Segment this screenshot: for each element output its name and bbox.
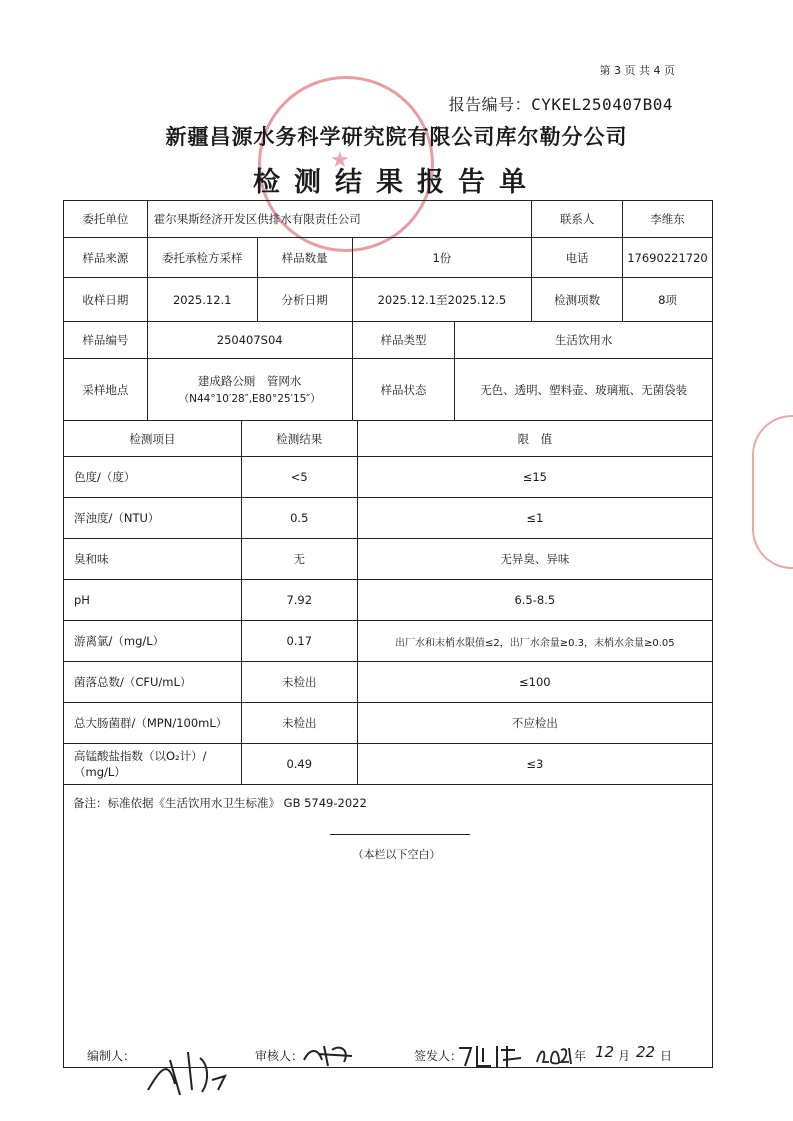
sample-no-value: 250407S04 xyxy=(147,322,352,359)
organization-name: 新疆昌源水务科学研究院有限公司库尔勒分公司 xyxy=(165,125,628,149)
item-limit: 6.5-8.5 xyxy=(357,580,712,621)
year-label: 年 xyxy=(574,1049,587,1063)
site-line-1: 建成路公厕 管网水 xyxy=(197,374,302,388)
item-result: 未检出 xyxy=(241,703,357,744)
sample-state-label: 样品状态 xyxy=(352,359,455,421)
analysis-date-value: 2025.12.1至2025.12.5 xyxy=(352,278,532,322)
month-value: 12 xyxy=(595,1043,615,1061)
item-name: 色度/（度） xyxy=(64,457,242,498)
phone-label: 电话 xyxy=(532,238,623,278)
prepared-by-label: 编制人： xyxy=(87,1049,136,1063)
table-row xyxy=(64,457,713,498)
item-name: 臭和味 xyxy=(64,539,242,580)
sample-info-table xyxy=(63,200,713,421)
site-line-2: （N44°10′28″,E80°25′15″） xyxy=(178,393,321,405)
item-name: 菌落总数/（CFU/mL） xyxy=(64,662,242,703)
item-result: 0.5 xyxy=(241,498,357,539)
table-row xyxy=(64,744,713,785)
item-limit: ≤100 xyxy=(357,662,712,703)
blank-below-note: （本栏以下空白） xyxy=(352,848,441,861)
day-value: 22 xyxy=(636,1043,656,1061)
item-result: 0.49 xyxy=(241,744,357,785)
table-row xyxy=(64,580,713,621)
site-label: 采样地点 xyxy=(64,359,148,421)
sample-type-value: 生活饮用水 xyxy=(455,322,713,359)
header-item: 检测项目 xyxy=(64,421,242,457)
issuer-signature xyxy=(455,1040,530,1072)
item-result: 未检出 xyxy=(241,662,357,703)
prepared-signature xyxy=(140,1040,235,1100)
sample-no-label: 样品编号 xyxy=(64,322,148,359)
month-label: 月 xyxy=(618,1049,631,1063)
header-limit: 限 值 xyxy=(357,421,712,457)
item-limit: ≤1 xyxy=(357,498,712,539)
results-table xyxy=(63,420,713,785)
item-result: <5 xyxy=(241,457,357,498)
receive-date-label: 收样日期 xyxy=(64,278,148,322)
item-limit: 不应检出 xyxy=(357,703,712,744)
item-name: pH xyxy=(64,580,242,621)
item-name: 游离氯/（mg/L） xyxy=(64,621,242,662)
source-label: 样品来源 xyxy=(64,238,148,278)
contact-label: 联系人 xyxy=(532,201,623,238)
item-limit: 无异臭、异味 xyxy=(357,539,712,580)
analysis-date-label: 分析日期 xyxy=(257,278,352,322)
table-row xyxy=(64,662,713,703)
sample-type-label: 样品类型 xyxy=(352,322,455,359)
client-value: 霍尔果斯经济开发区供排水有限责任公司 xyxy=(147,201,531,238)
items-count-value: 8项 xyxy=(622,278,712,322)
reviewed-by-label: 审核人： xyxy=(255,1049,304,1063)
report-title: 检测结果报告单 xyxy=(253,167,540,198)
issued-by-label: 签发人： xyxy=(414,1049,463,1063)
item-result: 0.17 xyxy=(241,621,357,662)
client-label: 委托单位 xyxy=(64,201,148,238)
source-value: 委托承检方采样 xyxy=(147,238,257,278)
qty-value: 1份 xyxy=(352,238,532,278)
table-row xyxy=(64,621,713,662)
table-row xyxy=(64,703,713,744)
reviewer-signature xyxy=(300,1040,360,1070)
day-label: 日 xyxy=(660,1049,673,1063)
receive-date-value: 2025.12.1 xyxy=(147,278,257,322)
seal-star-icon: ★ xyxy=(330,148,350,173)
sample-state-value: 无色、透明、塑料壶、玻璃瓶、无菌袋装 xyxy=(455,359,713,421)
report-number: 报告编号：CYKEL250407B04 xyxy=(448,95,673,114)
items-count-label: 检测项数 xyxy=(532,278,623,322)
item-result: 无 xyxy=(241,539,357,580)
table-row xyxy=(64,539,713,580)
item-name: 总大肠菌群/（MPN/100mL） xyxy=(64,703,242,744)
year-handwritten xyxy=(535,1042,575,1068)
item-result: 7.92 xyxy=(241,580,357,621)
site-value xyxy=(147,359,352,421)
side-seal xyxy=(752,415,793,569)
table-row xyxy=(64,498,713,539)
blank-divider xyxy=(330,834,470,835)
qty-label: 样品数量 xyxy=(257,238,352,278)
item-name: 高锰酸盐指数（以O₂计）/（mg/L） xyxy=(64,744,242,785)
item-limit: 出厂水和末梢水限值≤2，出厂水余量≥0.3，末梢水余量≥0.05 xyxy=(357,621,712,662)
item-name: 浑浊度/（NTU） xyxy=(64,498,242,539)
item-limit: ≤15 xyxy=(357,457,712,498)
standard-note: 备注：标准依据《生活饮用水卫生标准》 GB 5749-2022 xyxy=(73,796,367,810)
contact-value: 李维东 xyxy=(622,201,712,238)
header-result: 检测结果 xyxy=(241,421,357,457)
phone-value: 17690221720 xyxy=(622,238,712,278)
item-limit: ≤3 xyxy=(357,744,712,785)
page-number: 第 3 页 共 4 页 xyxy=(599,64,675,77)
